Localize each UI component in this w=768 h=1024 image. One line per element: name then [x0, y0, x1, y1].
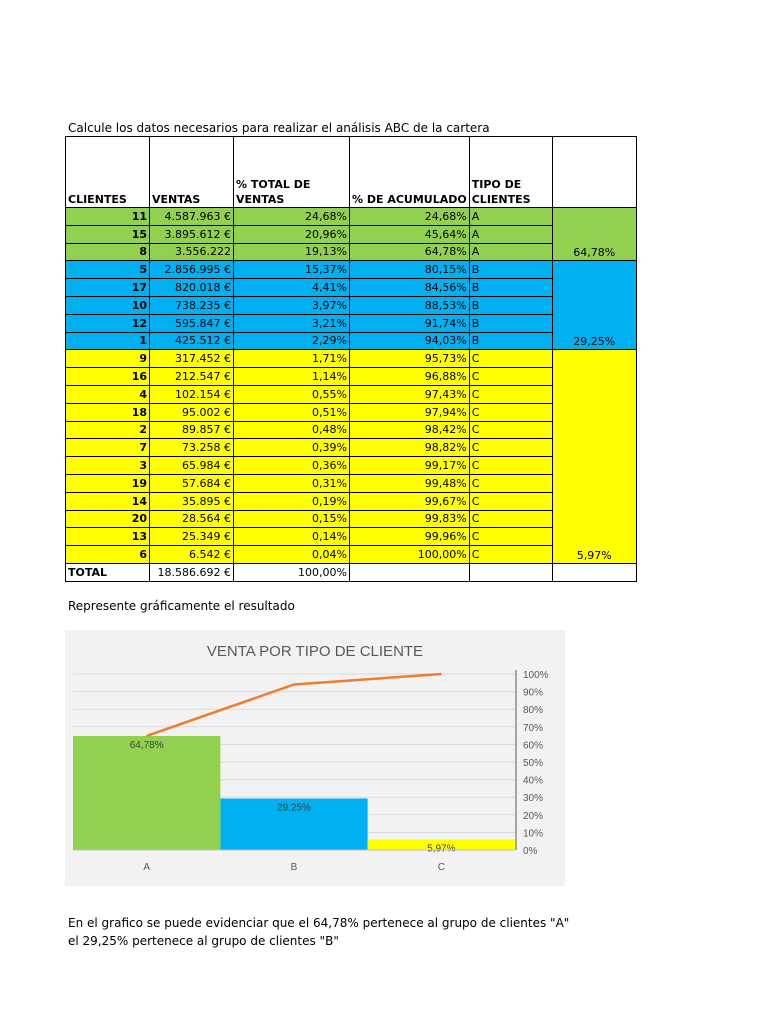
- cell-ventas: 212.547 €: [150, 368, 234, 386]
- cell-tipo: B: [469, 261, 552, 279]
- cell-ventas: 6.542 €: [150, 546, 234, 564]
- table-row: [66, 510, 637, 528]
- table-row: [66, 368, 637, 386]
- y-tick-label: 40%: [523, 775, 544, 787]
- y-tick-label: 30%: [523, 793, 544, 805]
- header-tipo-line1: TIPO DE: [471, 178, 522, 191]
- cell-cliente: 18: [66, 403, 150, 421]
- cell-acumulado: 100,00%: [350, 546, 470, 564]
- chart-title: VENTA POR TIPO DE CLIENTE: [206, 643, 424, 660]
- cell-pct-total: 20,96%: [234, 225, 350, 243]
- cell-tipo: C: [469, 492, 552, 510]
- cell-ventas: 35.895 €: [150, 492, 234, 510]
- group-total-a: 64,78%: [552, 208, 636, 261]
- cell-pct-total: 1,14%: [234, 368, 350, 386]
- y-tick-label: 0%: [523, 846, 538, 857]
- cell-tipo: C: [469, 439, 552, 457]
- y-tick-label: 80%: [523, 705, 544, 717]
- cell-cliente: 12: [66, 314, 150, 332]
- cell-pct-total: 1,71%: [234, 350, 350, 368]
- table-row: [66, 528, 637, 546]
- cell-acumulado: 99,48%: [350, 474, 470, 492]
- cell-pct-total: 0,55%: [234, 385, 350, 403]
- cell-cliente: 10: [66, 296, 150, 314]
- table-row: [66, 350, 637, 368]
- table-row: [66, 243, 637, 261]
- cell-acumulado: 91,74%: [350, 314, 470, 332]
- cell-acumulado: 97,43%: [350, 385, 470, 403]
- table-row: [66, 208, 637, 226]
- cell-pct-total: 2,29%: [234, 332, 350, 350]
- group-total-c: 5,97%: [552, 350, 636, 564]
- cell-cliente: 2: [66, 421, 150, 439]
- cell-tipo: C: [469, 421, 552, 439]
- cell-pct-total: 0,48%: [234, 421, 350, 439]
- table-row: [66, 546, 637, 564]
- y-tick-label: 60%: [523, 740, 544, 752]
- conclusion: [68, 914, 569, 950]
- cell-cliente: 5: [66, 261, 150, 279]
- y-tick-label: 50%: [523, 758, 544, 769]
- cell-tipo: B: [469, 314, 552, 332]
- y-tick-label: 100%: [523, 670, 549, 681]
- cell-tipo: C: [469, 368, 552, 386]
- header-ventas: VENTAS: [150, 137, 234, 208]
- cell-cliente: 8: [66, 243, 150, 261]
- total-empty: [552, 563, 636, 581]
- table-row: [66, 279, 637, 297]
- page-title: Calcule los datos necesarios para realizar el análisis ABC de la cartera: [68, 121, 490, 135]
- table-row: [66, 492, 637, 510]
- table-row: [66, 314, 637, 332]
- cell-cliente: 16: [66, 368, 150, 386]
- table-row: [66, 385, 637, 403]
- cell-tipo: C: [469, 546, 552, 564]
- conclusion-line-2: el 29,25% pertenece al grupo de clientes "B": [68, 934, 339, 948]
- cell-tipo: C: [469, 510, 552, 528]
- header-tipo-line2: CLIENTES: [471, 193, 531, 206]
- cell-ventas: 317.452 €: [150, 350, 234, 368]
- cell-cliente: 7: [66, 439, 150, 457]
- cell-ventas: 738.235 €: [150, 296, 234, 314]
- total-label: TOTAL: [66, 563, 150, 581]
- cell-pct-total: 0,15%: [234, 510, 350, 528]
- table-header-row: [66, 137, 637, 208]
- cell-acumulado: 95,73%: [350, 350, 470, 368]
- header-empty: [552, 137, 636, 208]
- cell-pct-total: 3,97%: [234, 296, 350, 314]
- total-ventas: 18.586.692 €: [150, 563, 234, 581]
- cell-cliente: 13: [66, 528, 150, 546]
- y-tick-label: 10%: [523, 828, 544, 840]
- cell-acumulado: 96,88%: [350, 368, 470, 386]
- header-pct-total: [234, 137, 350, 208]
- cell-tipo: C: [469, 457, 552, 475]
- cell-ventas: 57.684 €: [150, 474, 234, 492]
- y-tick-label: 90%: [523, 687, 544, 699]
- x-tick-label: A: [143, 862, 151, 873]
- table-row: [66, 261, 637, 279]
- cell-tipo: A: [469, 243, 552, 261]
- cell-pct-total: 0,36%: [234, 457, 350, 475]
- cell-tipo: B: [469, 332, 552, 350]
- cell-tipo: A: [469, 225, 552, 243]
- x-tick-label: C: [437, 862, 445, 873]
- table-row: [66, 296, 637, 314]
- cell-pct-total: 4,41%: [234, 279, 350, 297]
- table-row: [66, 403, 637, 421]
- cell-pct-total: 24,68%: [234, 208, 350, 226]
- cell-cliente: 6: [66, 546, 150, 564]
- cell-cliente: 17: [66, 279, 150, 297]
- abc-table: [65, 136, 637, 582]
- chart-instruction: Represente gráficamente el resultado: [68, 599, 295, 613]
- cell-cliente: 11: [66, 208, 150, 226]
- cell-ventas: 65.984 €: [150, 457, 234, 475]
- cell-cliente: 1: [66, 332, 150, 350]
- bar-a: [73, 736, 220, 850]
- x-tick-label: B: [290, 862, 298, 873]
- header-acumulado: % DE ACUMULADO: [350, 137, 470, 208]
- cell-acumulado: 99,96%: [350, 528, 470, 546]
- cell-pct-total: 0,31%: [234, 474, 350, 492]
- cell-tipo: C: [469, 474, 552, 492]
- header-pct-total-line2: VENTAS: [236, 193, 285, 206]
- table-row: [66, 225, 637, 243]
- cell-ventas: 28.564 €: [150, 510, 234, 528]
- cell-pct-total: 0,19%: [234, 492, 350, 510]
- cell-acumulado: 98,82%: [350, 439, 470, 457]
- cell-tipo: C: [469, 350, 552, 368]
- cell-ventas: 89.857 €: [150, 421, 234, 439]
- header-pct-total-line1: % TOTAL DE: [236, 178, 311, 191]
- bar-data-label: 64,78%: [129, 739, 164, 751]
- cell-acumulado: 84,56%: [350, 279, 470, 297]
- cell-ventas: 95.002 €: [150, 403, 234, 421]
- cell-ventas: 595.847 €: [150, 314, 234, 332]
- table-row: [66, 474, 637, 492]
- cell-tipo: B: [469, 296, 552, 314]
- cell-cliente: 14: [66, 492, 150, 510]
- cell-ventas: 425.512 €: [150, 332, 234, 350]
- cell-pct-total: 15,37%: [234, 261, 350, 279]
- cell-pct-total: 19,13%: [234, 243, 350, 261]
- bar-data-label: 5,97%: [427, 843, 456, 855]
- cell-ventas: 25.349 €: [150, 528, 234, 546]
- table-row: [66, 421, 637, 439]
- cell-ventas: 3.556.222: [150, 243, 234, 261]
- abc-chart: [65, 630, 565, 886]
- cell-acumulado: 64,78%: [350, 243, 470, 261]
- total-row: [66, 563, 637, 581]
- total-pct: 100,00%: [234, 563, 350, 581]
- cell-tipo: C: [469, 403, 552, 421]
- cell-acumulado: 94,03%: [350, 332, 470, 350]
- cell-cliente: 9: [66, 350, 150, 368]
- cell-ventas: 820.018 €: [150, 279, 234, 297]
- group-total-b: 29,25%: [552, 261, 636, 350]
- bar-data-label: 29,25%: [277, 802, 311, 814]
- cell-cliente: 19: [66, 474, 150, 492]
- cell-acumulado: 45,64%: [350, 225, 470, 243]
- header-tipo: [469, 137, 552, 208]
- y-tick-label: 70%: [523, 722, 544, 734]
- cell-pct-total: 0,39%: [234, 439, 350, 457]
- cell-tipo: B: [469, 279, 552, 297]
- cell-ventas: 4.587.963 €: [150, 208, 234, 226]
- cell-pct-total: 3,21%: [234, 314, 350, 332]
- cell-tipo: C: [469, 385, 552, 403]
- cell-acumulado: 99,83%: [350, 510, 470, 528]
- cell-cliente: 3: [66, 457, 150, 475]
- cell-acumulado: 97,94%: [350, 403, 470, 421]
- header-clientes: CLIENTES: [66, 137, 150, 208]
- cell-acumulado: 24,68%: [350, 208, 470, 226]
- cell-pct-total: 0,04%: [234, 546, 350, 564]
- cell-acumulado: 88,53%: [350, 296, 470, 314]
- cell-ventas: 3.895.612 €: [150, 225, 234, 243]
- cell-cliente: 20: [66, 510, 150, 528]
- cell-acumulado: 99,67%: [350, 492, 470, 510]
- cell-ventas: 73.258 €: [150, 439, 234, 457]
- cell-tipo: C: [469, 528, 552, 546]
- y-tick-label: 20%: [523, 810, 544, 822]
- cell-pct-total: 0,14%: [234, 528, 350, 546]
- cell-tipo: A: [469, 208, 552, 226]
- table-row: [66, 457, 637, 475]
- cell-acumulado: 80,15%: [350, 261, 470, 279]
- table-row: [66, 332, 637, 350]
- total-empty: [469, 563, 552, 581]
- cell-acumulado: 99,17%: [350, 457, 470, 475]
- cell-pct-total: 0,51%: [234, 403, 350, 421]
- conclusion-line-1: En el grafico se puede evidenciar que el 64,78% pertenece al grupo de clientes "A": [68, 916, 570, 930]
- table-row: [66, 439, 637, 457]
- cell-cliente: 4: [66, 385, 150, 403]
- cell-cliente: 15: [66, 225, 150, 243]
- cell-ventas: 102.154 €: [150, 385, 234, 403]
- cell-acumulado: 98,42%: [350, 421, 470, 439]
- cell-ventas: 2.856.995 €: [150, 261, 234, 279]
- total-empty: [350, 563, 470, 581]
